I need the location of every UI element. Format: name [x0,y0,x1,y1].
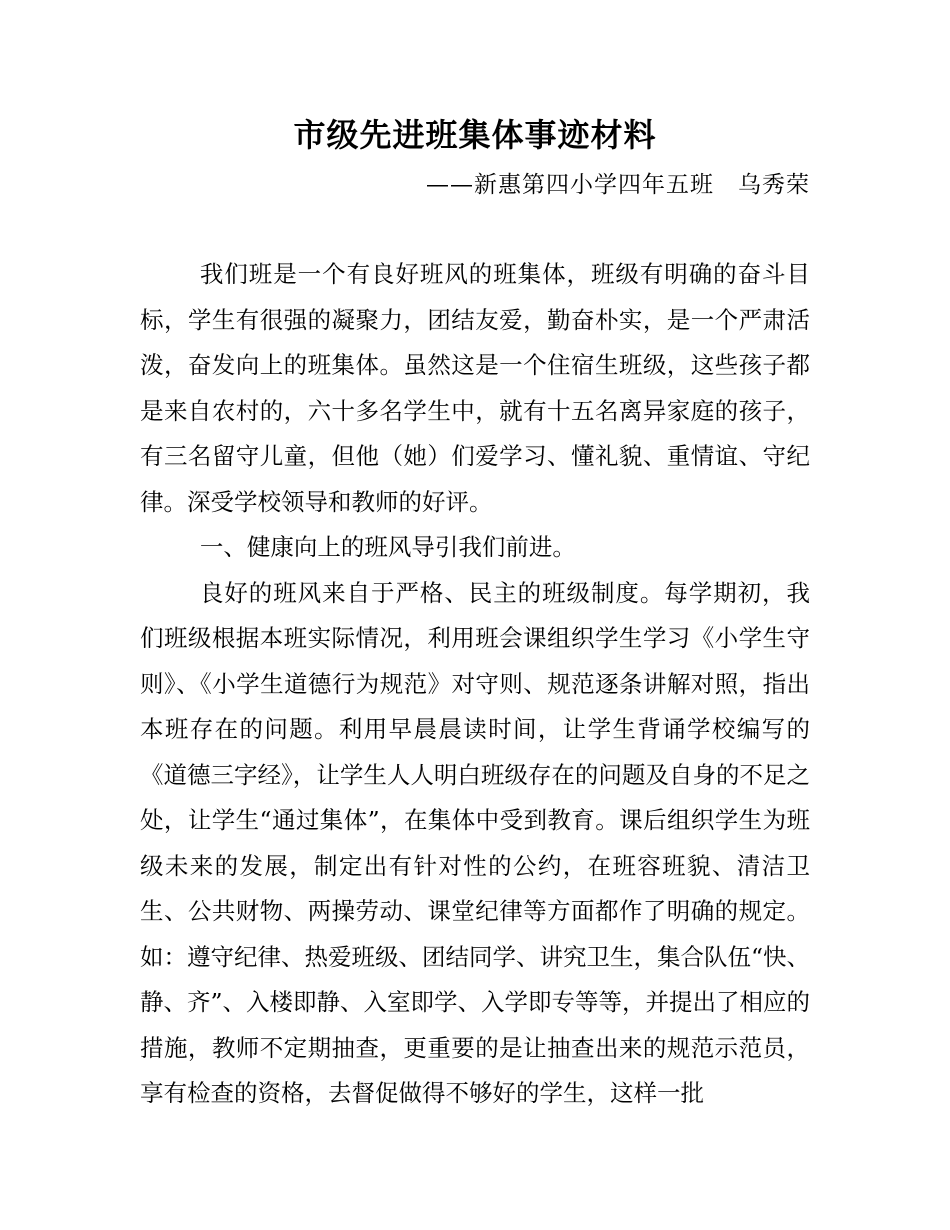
document-title: 市级先进班集体事迹材料 [293,116,657,154]
paragraph-intro: 我们班是一个有良好班风的班集体，班级有明确的奋斗目标，学生有很强的凝聚力，团结友爱，勤奋朴实，是一个严肃活泼，奋发向上的班集体。虽然这是一个住宿生班级，这些孩子都是来自农村的，六十多名学生中，就有十五名离异家庭的孩子，有三名留守儿童，但他（她）们爱学习、懂礼貌、重情谊、守纪律。深受学校领导和教师的好评。 [140,260,810,516]
paragraph-class-rules: 良好的班风来自于严格、民主的班级制度。每学期初，我们班级根据本班实际情况，利用班会课组织学生学习《小学生守则》、《小学生道德行为规范》对守则、规范逐条讲解对照，指出本班存在的问题。利用早晨晨读时间，让学生背诵学校编写的《道德三字经》，让学生人人明白班级存在的问题及自身的不足之处，让学生“通过集体”，在集体中受到教育。课后组织学生为班级未来的发展，制定出有针对性的公约，在班容班貌、清洁卫生、公共财物、两操劳动、课堂纪律等方面都作了明确的规定。如：遵守纪律、热爱班级、团结同学、讲究卫生，集合队伍“快、静、齐”、入楼即静、入室即学、入学即专等等，并提出了相应的措施，教师不定期抽查，更重要的是让抽查出来的规范示范员，享有检查的资格，去督促做得不够好的学生，这样一批 [140,578,811,1107]
document-subtitle: ——新惠第四小学四年五班 乌秀荣 [426,172,810,198]
section-heading-1: 一、健康向上的班风导引我们前进。 [199,533,576,561]
document-body [140,252,810,1117]
